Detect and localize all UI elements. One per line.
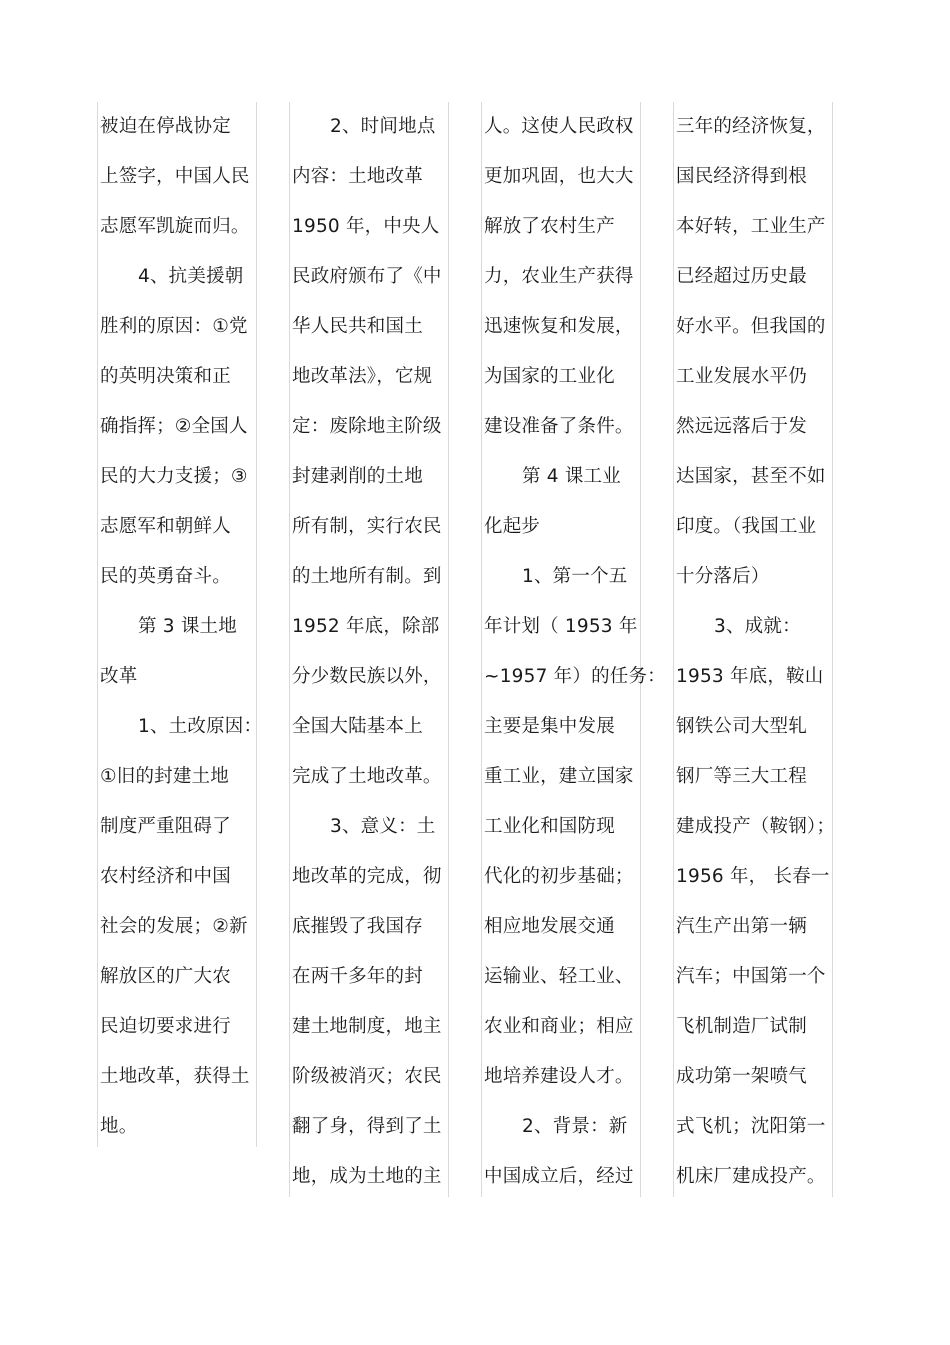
text-line: ~1957 年）的任务：: [484, 666, 666, 687]
text-line: 重工业，建立国家: [484, 766, 634, 787]
text-line: 农业和商业；相应: [484, 1016, 634, 1037]
text-line: 完成了土地改革。: [292, 766, 442, 787]
text-line: 确指挥；②全国人: [100, 416, 248, 437]
text-line: 中国成立后，经过: [484, 1166, 634, 1187]
text-line: 代化的初步基础；: [484, 866, 634, 887]
text-line: 好水平。但我国的: [676, 316, 826, 337]
text-line: 被迫在停战协定: [100, 116, 231, 137]
text-line: 三年的经济恢复，: [676, 116, 826, 137]
text-line: 1950 年，中央人: [292, 216, 440, 237]
text-line: 然远远落后于发: [676, 416, 807, 437]
text-line: 力，农业生产获得: [484, 266, 634, 287]
text-line: 本好转，工业生产: [676, 216, 826, 237]
text-line: 改革: [100, 666, 138, 687]
text-line: 华人民共和国土: [292, 316, 423, 337]
text-line: 地改革法》，它规: [292, 366, 433, 387]
text-line: 解放了农村生产: [484, 216, 615, 237]
text-column-2: [289, 102, 449, 1197]
text-line: 钢厂等三大工程: [676, 766, 807, 787]
text-line: 地，成为土地的主: [292, 1166, 442, 1187]
text-line: 为国家的工业化: [484, 366, 615, 387]
text-line: 解放区的广大农: [100, 966, 231, 987]
text-line: 内容：土地改革: [292, 166, 423, 187]
text-column-4: [673, 102, 836, 1197]
text-line: 的土地所有制。到: [292, 566, 442, 587]
text-line: 十分落后）: [676, 566, 770, 587]
text-line: 1、第一个五: [522, 566, 628, 587]
text-line: 更加巩固，也大大: [484, 166, 634, 187]
text-line: 定：废除地主阶级: [292, 416, 442, 437]
text-line: 达国家，甚至不如: [676, 466, 826, 487]
text-line: 第 3 课土地: [138, 616, 237, 637]
text-line: 社会的发展；②新: [100, 916, 248, 937]
text-line: 4、抗美援朝: [138, 266, 244, 287]
text-line: 农村经济和中国: [100, 866, 231, 887]
text-line: 国民经济得到根: [676, 166, 807, 187]
text-line: 地培养建设人才。: [484, 1066, 634, 1087]
text-line: 工业化和国防现: [484, 816, 615, 837]
text-line: 建土地制度，地主: [292, 1016, 442, 1037]
text-line: 上签字，中国人民: [100, 166, 250, 187]
text-line: 飞机制造厂试制: [676, 1016, 807, 1037]
text-line: 人。这使人民政权: [484, 116, 634, 137]
text-line: 制度严重阻碍了: [100, 816, 231, 837]
text-line: 第 4 课工业: [522, 466, 621, 487]
text-line: 土地改革，获得土: [100, 1066, 250, 1087]
text-line: 底摧毁了我国存: [292, 916, 423, 937]
text-line: 民迫切要求进行: [100, 1016, 231, 1037]
text-line: 分少数民族以外，: [292, 666, 442, 687]
text-line: 民政府颁布了《中: [292, 266, 442, 287]
text-line: 志愿军凯旋而归。: [100, 216, 250, 237]
text-line: 3、意义：土: [330, 816, 436, 837]
text-line: 民的大力支援；③: [100, 466, 248, 487]
text-line: 1、土改原因：: [138, 716, 263, 737]
text-line: 封建剥削的土地: [292, 466, 423, 487]
text-column-3: [481, 102, 666, 1197]
text-line: 钢铁公司大型轧: [676, 716, 807, 737]
text-line: 的英明决策和正: [100, 366, 231, 387]
text-line: 机床厂建成投产。: [676, 1166, 826, 1187]
text-line: 汽生产出第一辆: [676, 916, 807, 937]
text-line: 建设准备了条件。: [484, 416, 634, 437]
text-line: 在两千多年的封: [292, 966, 423, 987]
text-line: 2、背景：新: [522, 1116, 628, 1137]
text-line: 建成投产（鞍钢）；: [676, 816, 836, 837]
text-line: 全国大陆基本上: [292, 716, 423, 737]
text-line: 所有制，实行农民: [292, 516, 442, 537]
text-line: 1956 年， 长春一: [676, 866, 830, 887]
text-line: 化起步: [484, 516, 541, 537]
text-line: 胜利的原因：①党: [100, 316, 248, 337]
text-line: 汽车；中国第一个: [676, 966, 826, 987]
text-line: 志愿军和朝鲜人: [100, 516, 231, 537]
text-line: 1953 年底，鞍山: [676, 666, 824, 687]
text-line: 阶级被消灭；农民: [292, 1066, 442, 1087]
text-line: 年计划（ 1953 年: [484, 616, 638, 637]
text-line: 主要是集中发展: [484, 716, 615, 737]
text-line: 工业发展水平仍: [676, 366, 807, 387]
text-line: 地改革的完成，彻: [292, 866, 442, 887]
text-line: 已经超过历史最: [676, 266, 807, 287]
text-line: 翻了身，得到了土: [292, 1116, 442, 1137]
text-line: 成功第一架喷气: [676, 1066, 807, 1087]
text-line: ①旧的封建土地: [100, 766, 229, 787]
text-line: 1952 年底，除部: [292, 616, 440, 637]
text-line: 2、时间地点: [330, 116, 436, 137]
text-line: 式飞机；沈阳第一: [676, 1116, 826, 1137]
text-column-1: [97, 102, 263, 1147]
text-line: 地。: [100, 1116, 138, 1137]
text-line: 3、成就：: [714, 616, 801, 637]
text-line: 印度。（我国工业: [676, 516, 817, 537]
text-line: 迅速恢复和发展，: [484, 316, 634, 337]
text-line: 相应地发展交通: [484, 916, 615, 937]
text-line: 运输业、轻工业、: [484, 966, 634, 987]
text-line: 民的英勇奋斗。: [100, 566, 231, 587]
